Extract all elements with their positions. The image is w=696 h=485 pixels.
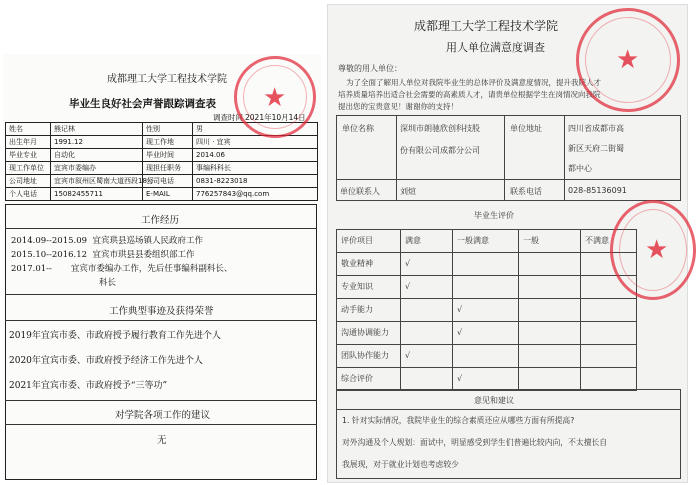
honor-item: 2020年宜宾市委、市政府授予经济工作先进个人 bbox=[9, 356, 203, 366]
mobile-value: 15082455711 bbox=[51, 188, 143, 201]
seal-star-icon: ★ bbox=[645, 235, 669, 265]
divider bbox=[336, 409, 681, 410]
check-mark-icon: √ bbox=[453, 299, 519, 322]
position-value: 事编科科长 bbox=[193, 162, 318, 175]
eval-header: 一般 bbox=[519, 230, 581, 253]
eval-cell bbox=[453, 276, 519, 299]
seal-star-icon: ★ bbox=[263, 83, 287, 113]
greeting: 尊敬的用人单位： bbox=[338, 64, 402, 73]
table-row bbox=[337, 322, 637, 345]
eval-item: 沟通协调能力 bbox=[337, 322, 401, 345]
unit-name-line: 份有限公司成都分公司 bbox=[400, 146, 480, 155]
work-period: 2015.10--2016.12 bbox=[11, 250, 88, 260]
eval-item: 敬业精神 bbox=[337, 253, 401, 276]
eval-cell bbox=[581, 345, 637, 368]
eval-cell bbox=[519, 322, 581, 345]
table-row bbox=[337, 299, 637, 322]
unit-address-line: 四川省成都市高 bbox=[568, 124, 624, 133]
table-row bbox=[6, 175, 318, 188]
list-item bbox=[11, 234, 203, 246]
left-title: 毕业生良好社会声誉跟踪调查表 bbox=[69, 98, 216, 110]
check-mark-icon: √ bbox=[453, 368, 519, 391]
intro-line: 为了全面了解用人单位对我院毕业生的总体评价及满意度情况，提升我院人才 bbox=[346, 78, 601, 87]
eval-cell bbox=[453, 345, 519, 368]
contact-value: 刘煊 bbox=[400, 187, 416, 196]
company-seal-stamp bbox=[576, 8, 680, 112]
contact-label: 单位联系人 bbox=[340, 187, 380, 196]
eval-header: 评价项目 bbox=[337, 230, 401, 253]
work-place-value: 四川 · 宜宾 bbox=[193, 136, 318, 149]
company-seal-stamp-2 bbox=[610, 200, 696, 300]
gender-label: 性别 bbox=[143, 123, 193, 136]
eval-cell bbox=[401, 322, 453, 345]
divider bbox=[5, 320, 317, 321]
right-institution: 成都理工大学工程技术学院 bbox=[414, 19, 559, 33]
eval-cell bbox=[401, 299, 453, 322]
work-period: 2017.01-- bbox=[11, 264, 52, 274]
divider bbox=[396, 115, 397, 201]
eval-item: 动手能力 bbox=[337, 299, 401, 322]
phone-label: 公司电话 bbox=[143, 175, 193, 188]
birth-label: 出生年月 bbox=[6, 136, 51, 149]
opinion-line: 对外沟通及个人规划：面试中，明显感受到学生们普遍比较内向，不太擅长自 bbox=[342, 438, 608, 447]
check-mark-icon: √ bbox=[401, 345, 453, 368]
work-desc: 宜宾珙县巡场镇人民政府工作 bbox=[92, 236, 203, 246]
list-item bbox=[11, 248, 194, 260]
eval-item: 综合评价 bbox=[337, 368, 401, 391]
list-item bbox=[11, 262, 232, 274]
eval-item: 专业知识 bbox=[337, 276, 401, 299]
opinion-line: 1. 针对实际情况，我院毕业生的综合素质还应从哪些方面有所提高? bbox=[342, 416, 575, 425]
check-mark-icon: √ bbox=[401, 276, 453, 299]
intro-line: 培养质量培养出适合社会需要的高素质人才，请贵单位根据学生在岗情况向我院 bbox=[338, 90, 601, 99]
table-row bbox=[337, 345, 637, 368]
eval-cell bbox=[453, 253, 519, 276]
unit-name-line: 深圳市朗驰欣创科技股 bbox=[400, 124, 480, 133]
contact-phone-label: 联系电话 bbox=[510, 187, 542, 196]
unit-info-frame bbox=[336, 115, 681, 201]
grad-time-value: 2014.06 bbox=[193, 149, 318, 162]
unit-address-line: 都中心 bbox=[568, 164, 592, 173]
eval-cell bbox=[519, 253, 581, 276]
list-item bbox=[99, 276, 116, 288]
eval-cell bbox=[519, 299, 581, 322]
work-history-title: 工作经历 bbox=[141, 215, 180, 226]
mobile-label: 个人电话 bbox=[6, 188, 51, 201]
divider bbox=[504, 115, 505, 201]
unit-name-label: 单位名称 bbox=[342, 124, 374, 133]
name-value: 熊记林 bbox=[51, 123, 143, 136]
birth-value: 1991.12 bbox=[51, 136, 143, 149]
eval-cell bbox=[519, 368, 581, 391]
honor-item: 2019年宜宾市委、市政府授予履行教育工作先进个人 bbox=[9, 331, 221, 341]
address-label: 公司地址 bbox=[6, 175, 51, 188]
suggestion-value: 无 bbox=[157, 435, 167, 446]
table-row bbox=[337, 253, 637, 276]
position-label: 现担任职务 bbox=[143, 162, 193, 175]
opinion-line: 我展现，对于就业计划也考虑较少 bbox=[342, 460, 459, 469]
company-label: 现工作单位 bbox=[6, 162, 51, 175]
eval-cell bbox=[581, 299, 637, 322]
check-mark-icon: √ bbox=[453, 322, 519, 345]
seal-star-icon: ★ bbox=[616, 45, 640, 75]
table-row bbox=[6, 188, 318, 201]
honor-item: 2021年宜宾市委、市政府授予“三等功” bbox=[9, 381, 168, 391]
eval-cell bbox=[519, 276, 581, 299]
work-place-label: 现工作地 bbox=[143, 136, 193, 149]
major-label: 毕业专业 bbox=[6, 149, 51, 162]
eval-cell bbox=[581, 368, 637, 391]
table-row bbox=[337, 230, 637, 253]
company-value: 宜宾市委编办 bbox=[51, 162, 143, 175]
divider bbox=[5, 228, 317, 229]
divider bbox=[564, 115, 565, 201]
grad-time-label: 毕业时间 bbox=[143, 149, 193, 162]
work-desc: 科长 bbox=[99, 278, 117, 288]
suggestion-title: 对学院各项工作的建议 bbox=[115, 410, 211, 421]
email-label: E-MAIL bbox=[143, 188, 193, 201]
survey-time-label: 调查时间 bbox=[213, 113, 243, 122]
major-value: 自动化 bbox=[51, 149, 143, 162]
unit-address-line: 新区天府二街蜀 bbox=[568, 144, 624, 153]
survey-time-value: 2021年10月14日 bbox=[245, 113, 306, 122]
table-row bbox=[337, 276, 637, 299]
table-row bbox=[337, 368, 637, 391]
eval-header: 一般满意 bbox=[453, 230, 519, 253]
eval-item: 团队协作能力 bbox=[337, 345, 401, 368]
eval-title: 毕业生评价 bbox=[474, 211, 514, 220]
table-row bbox=[6, 162, 318, 175]
divider bbox=[5, 294, 317, 295]
intro-line: 提出您的宝贵意见！谢谢你的支持！ bbox=[338, 102, 458, 111]
eval-header: 不满意 bbox=[581, 230, 637, 253]
work-desc: 宜宾市珙县县委组织部工作 bbox=[92, 250, 195, 260]
official-seal-stamp bbox=[234, 56, 316, 138]
divider bbox=[5, 424, 317, 425]
right-title: 用人单位满意度调查 bbox=[446, 41, 545, 54]
eval-cell bbox=[401, 368, 453, 391]
evaluation-table bbox=[336, 229, 637, 391]
eval-cell bbox=[581, 322, 637, 345]
check-mark-icon: √ bbox=[401, 253, 453, 276]
eval-cell bbox=[519, 345, 581, 368]
work-desc: 宜宾市委编办工作，先后任事编科副科长、 bbox=[70, 264, 233, 274]
divider bbox=[336, 179, 681, 180]
name-label: 姓名 bbox=[6, 123, 51, 136]
table-row bbox=[6, 149, 318, 162]
divider bbox=[5, 400, 317, 401]
left-institution: 成都理工大学工程技术学院 bbox=[107, 74, 227, 85]
work-period: 2014.09--2015.09 bbox=[11, 236, 88, 246]
phone-value: 0831-8223018 bbox=[193, 175, 318, 188]
contact-phone-value: 028-85136091 bbox=[568, 186, 627, 195]
unit-address-label: 单位地址 bbox=[510, 124, 542, 133]
email-value: 776257843@qq.com bbox=[193, 188, 318, 201]
opinions-title: 意见和建议 bbox=[474, 396, 514, 405]
honors-title: 工作典型事迹及获得荣誉 bbox=[109, 306, 214, 317]
gender-value: 男 bbox=[193, 123, 318, 136]
address-value: 宜宾市叙州区蜀南大道西段18号 bbox=[51, 175, 143, 188]
eval-header: 满意 bbox=[401, 230, 453, 253]
